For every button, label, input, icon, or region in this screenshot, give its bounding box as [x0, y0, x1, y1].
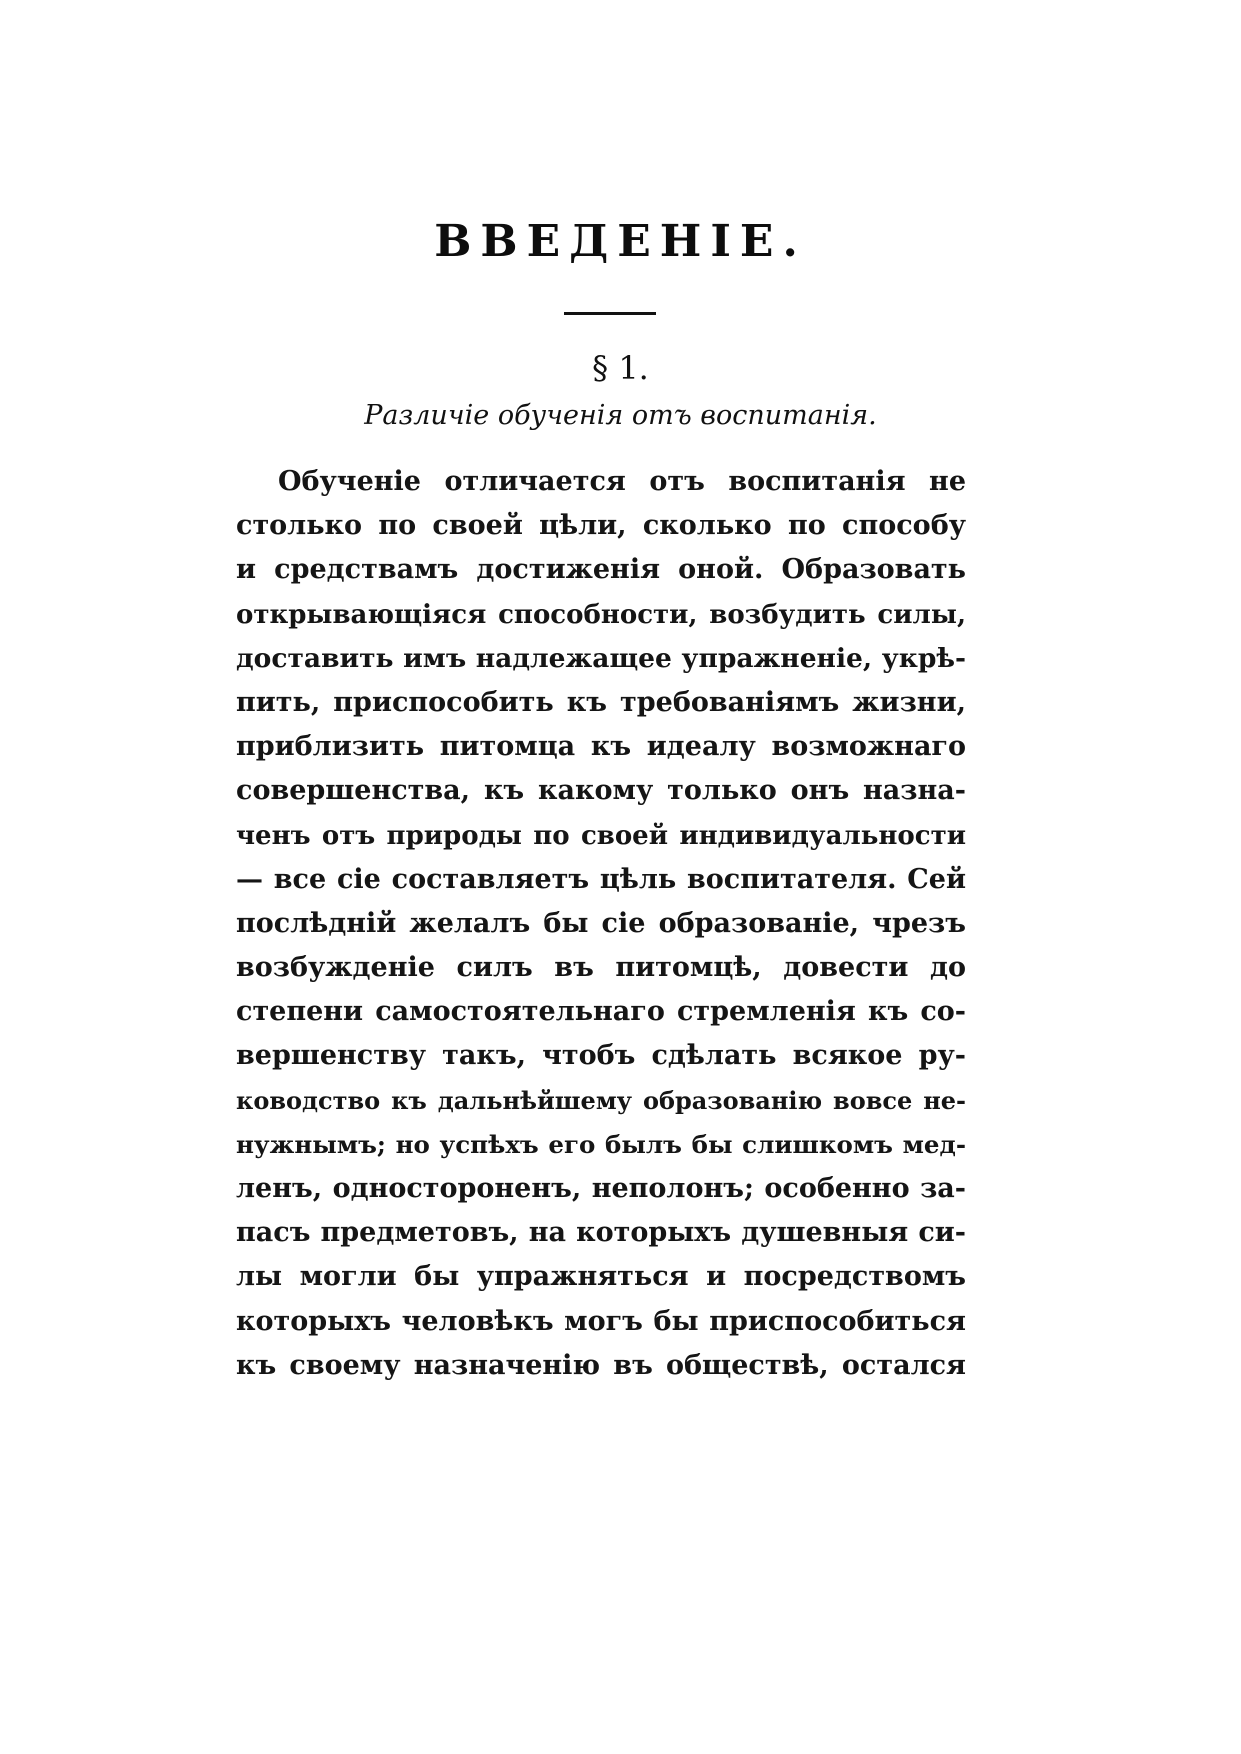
body-line: нужнымъ; но успѣхъ его былъ бы слишкомъ мед-	[236, 1129, 966, 1159]
section-number: § 1.	[592, 349, 649, 387]
body-line: вершенству такъ, чтобъ сдѣлать всякое ру-	[236, 1040, 966, 1072]
body-line: открывающіяся способности, возбудить силы,	[236, 599, 966, 630]
chapter-heading: ВВЕДЕНІЕ.	[434, 216, 807, 267]
body-line: послѣдній желалъ бы сіе образованіе, чрезъ	[236, 907, 966, 939]
body-line: возбужденіе силъ въ питомцѣ, довести до	[236, 952, 966, 984]
body-line: и средствамъ достиженія оной. Образовать	[236, 554, 966, 586]
body-line: пить, приспособить къ требованіямъ жизни,	[236, 686, 966, 718]
body-line: приблизить питомца къ идеалу возможнаго	[236, 731, 966, 763]
body-line: совершенства, къ какому только онъ назна-	[236, 775, 966, 807]
body-line: ководство къ дальнѣйшему образованію вовсе не-	[236, 1085, 966, 1115]
body-line: доставить имъ надлежащее упражненіе, укрѣ-	[236, 642, 966, 674]
body-paragraph	[236, 460, 966, 1388]
heading-divider	[564, 312, 656, 315]
body-line: столько по своей цѣли, сколько по способу	[236, 510, 966, 542]
body-line: къ своему назначенію въ обществѣ, остался	[236, 1349, 966, 1381]
body-line: которыхъ человѣкъ могъ бы приспособиться	[236, 1305, 966, 1337]
body-line: — все сіе составляетъ цѣль воспитателя. Сей	[236, 863, 966, 895]
body-line: Обученіе отличается отъ воспитанія не	[278, 466, 966, 497]
body-line: ченъ отъ природы по своей индивидуальности	[236, 820, 966, 851]
section-title: Различіе обученія отъ воспитанія.	[364, 400, 877, 431]
body-line: пасъ предметовъ, на которыхъ душевныя си-	[236, 1217, 966, 1249]
body-line: ленъ, одностороненъ, неполонъ; особенно за-	[236, 1173, 966, 1204]
body-line: степени самостоятельнаго стремленія къ со-	[236, 996, 966, 1028]
body-line: лы могли бы упражняться и посредствомъ	[236, 1261, 966, 1293]
